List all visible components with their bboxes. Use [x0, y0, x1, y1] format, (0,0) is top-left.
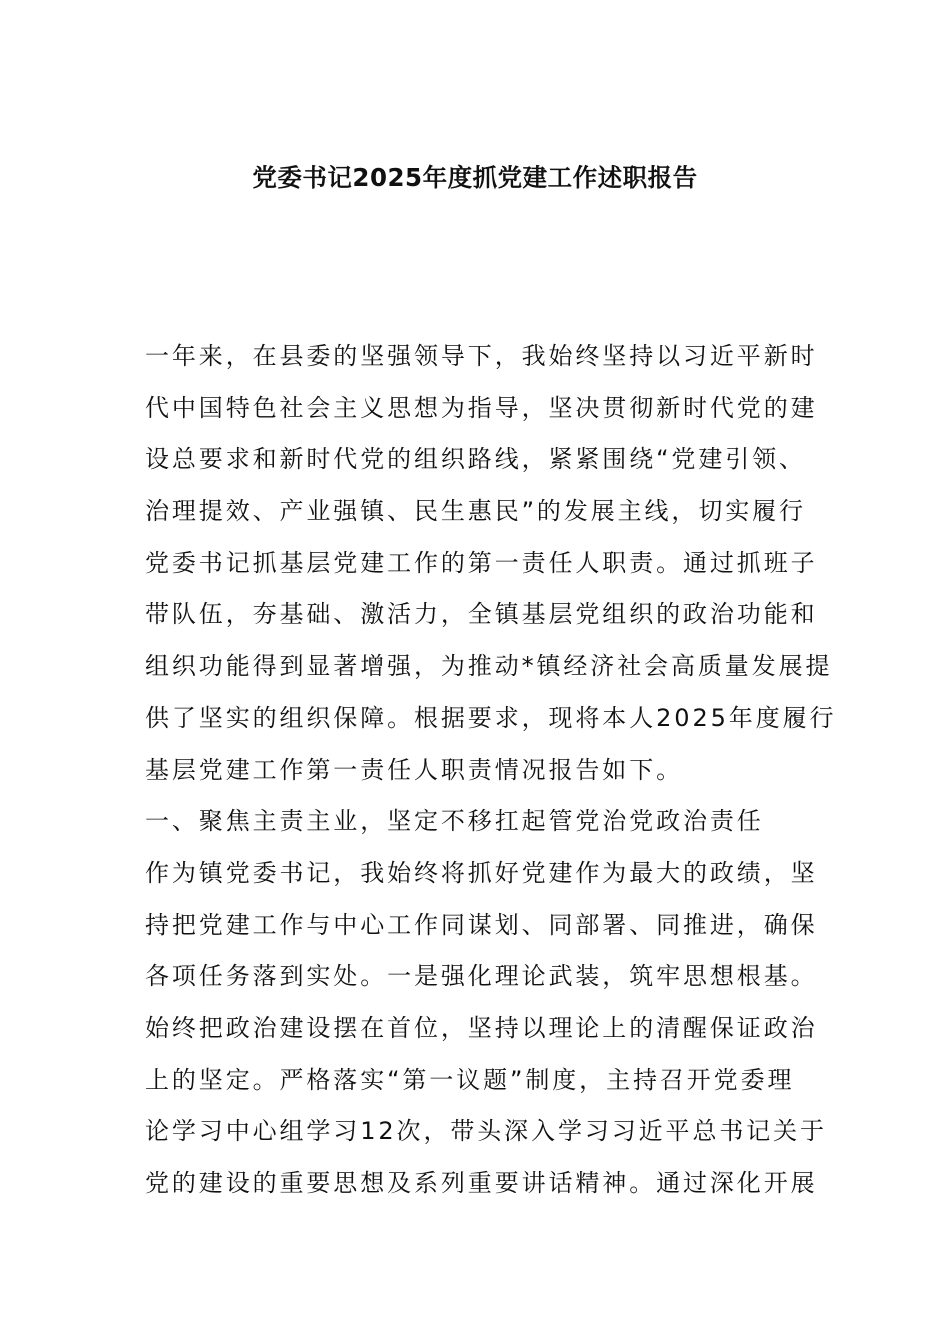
body-line: 基层党建工作第一责任人职责情况报告如下。 [145, 755, 683, 784]
body-line: 论学习中心组学习12次，带头深入学习习近平总书记关于 [145, 1117, 827, 1146]
body-line: 作为镇党委书记，我始终将抓好党建作为最大的政绩，坚 [145, 858, 818, 887]
body-line: 带队伍，夯基础、激活力，全镇基层党组织的政治功能和 [145, 600, 818, 629]
document-title: 党委书记2025年度抓党建工作述职报告 [252, 163, 698, 192]
body-line: 党的建设的重要思想及系列重要讲话精神。通过深化开展 [145, 1169, 818, 1197]
body-line: 始终把政治建设摆在首位，坚持以理论上的清醒保证政治 [145, 1013, 818, 1042]
body-line: 各项任务落到实处。一是强化理论武装，筑牢思想根基。 [145, 962, 818, 991]
body-line: 代中国特色社会主义思想为指导，坚决贯彻新时代党的建 [145, 393, 818, 422]
body-line: 设总要求和新时代党的组织路线，紧紧围绕“党建引领、 [145, 445, 806, 474]
body-line: 上的坚定。严格落实“第一议题”制度，主持召开党委理 [145, 1065, 795, 1094]
body-line: 治理提效、产业强镇、民生惠民”的发展主线，切实履行 [145, 497, 806, 526]
body-line: 组织功能得到显著增强，为推动*镇经济社会高质量发展提 [145, 652, 833, 681]
body-line: 供了坚实的组织保障。根据要求，现将本人2025年度履行 [145, 703, 837, 732]
document-body [145, 338, 837, 1217]
body-line: 党委书记抓基层党建工作的第一责任人职责。通过抓班子 [145, 548, 818, 577]
body-line: 一年来，在县委的坚强领导下，我始终坚持以习近平新时 [145, 342, 818, 370]
body-line: 持把党建工作与中心工作同谋划、同部署、同推进，确保 [145, 910, 818, 939]
section-heading: 一、聚焦主责主业，坚定不移扛起管党治党政治责任 [145, 807, 764, 836]
